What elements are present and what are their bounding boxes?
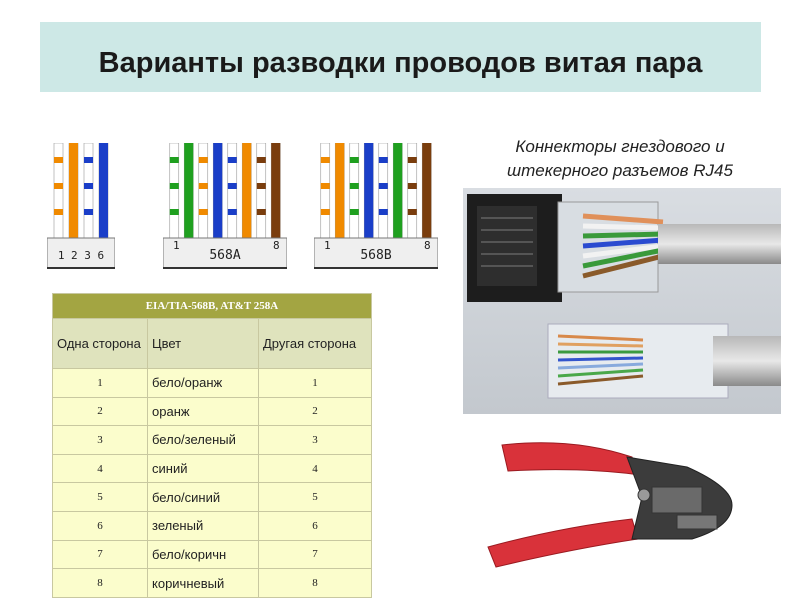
wire-1	[170, 143, 179, 238]
pin-one-side: 6	[53, 512, 148, 541]
wire-2	[69, 143, 78, 238]
table-row	[53, 397, 372, 426]
wire-1	[321, 143, 330, 238]
wire-6	[393, 143, 402, 238]
wire-color: коричневый	[148, 569, 259, 598]
wire-color: бело/оранж	[148, 368, 259, 397]
title-bar	[40, 22, 761, 92]
pinout-label: 568B	[360, 248, 392, 263]
table-row	[53, 483, 372, 512]
pin-first-label: 1	[173, 239, 180, 252]
wire-5	[379, 143, 388, 238]
wire-6	[242, 143, 251, 238]
wire-color: бело/зеленый	[148, 426, 259, 455]
pin-one-side: 1	[53, 368, 148, 397]
pin-one-side: 3	[53, 426, 148, 455]
crimping-tool-photo	[482, 427, 752, 577]
wire-8	[422, 143, 431, 238]
wire-3	[199, 143, 208, 238]
slide-title: Варианты разводки проводов витая пара	[98, 47, 703, 79]
wire-1	[54, 143, 63, 238]
pinout-label: 1 2 3 6	[57, 249, 105, 262]
connectors-caption	[470, 135, 770, 183]
pin-other-side: 4	[259, 454, 372, 483]
table-row	[53, 512, 372, 541]
pin-one-side: 5	[53, 483, 148, 512]
wire-4	[213, 143, 222, 238]
pin-one-side: 7	[53, 540, 148, 569]
wire-color: зеленый	[148, 512, 259, 541]
pin-other-side: 5	[259, 483, 372, 512]
table-row	[53, 368, 372, 397]
pin-first-label: 1	[324, 239, 331, 252]
wiring-table	[52, 293, 372, 598]
column-color: Цвет	[148, 319, 259, 369]
column-other-side: Другая сторона	[259, 319, 372, 369]
wire-color: бело/коричн	[148, 540, 259, 569]
wire-4	[99, 143, 108, 238]
pinout-label: 568A	[209, 248, 241, 263]
pinout-diagram-568a	[163, 143, 287, 270]
pin-one-side: 4	[53, 454, 148, 483]
pin-other-side: 1	[259, 368, 372, 397]
pin-one-side: 2	[53, 397, 148, 426]
pin-last-label: 8	[273, 239, 280, 252]
wire-2	[335, 143, 344, 238]
pinout-diagram-568b	[314, 143, 438, 270]
wire-3	[84, 143, 93, 238]
pin-other-side: 8	[259, 569, 372, 598]
table-row	[53, 454, 372, 483]
pinout-diagram-1236	[47, 143, 115, 270]
pin-other-side: 3	[259, 426, 372, 455]
column-one-side: Одна сторона	[53, 319, 148, 369]
pin-one-side: 8	[53, 569, 148, 598]
wire-2	[184, 143, 193, 238]
pin-other-side: 7	[259, 540, 372, 569]
rj45-connectors-photo	[463, 188, 781, 414]
connectors-caption-line2: штекерного разъемов RJ45	[507, 161, 733, 180]
wire-7	[257, 143, 266, 238]
table-row	[53, 540, 372, 569]
connectors-caption-line1: Коннекторы гнездового и	[515, 137, 725, 156]
wire-3	[350, 143, 359, 238]
pin-last-label: 8	[424, 239, 431, 252]
wire-color: оранж	[148, 397, 259, 426]
wire-5	[228, 143, 237, 238]
wire-color: бело/синий	[148, 483, 259, 512]
wire-8	[271, 143, 280, 238]
wire-color: синий	[148, 454, 259, 483]
table-row	[53, 569, 372, 598]
pin-other-side: 2	[259, 397, 372, 426]
pin-other-side: 6	[259, 512, 372, 541]
wire-7	[408, 143, 417, 238]
table-header: EIA/TIA-568B, AT&T 258A	[53, 294, 372, 319]
wire-4	[364, 143, 373, 238]
table-row	[53, 426, 372, 455]
